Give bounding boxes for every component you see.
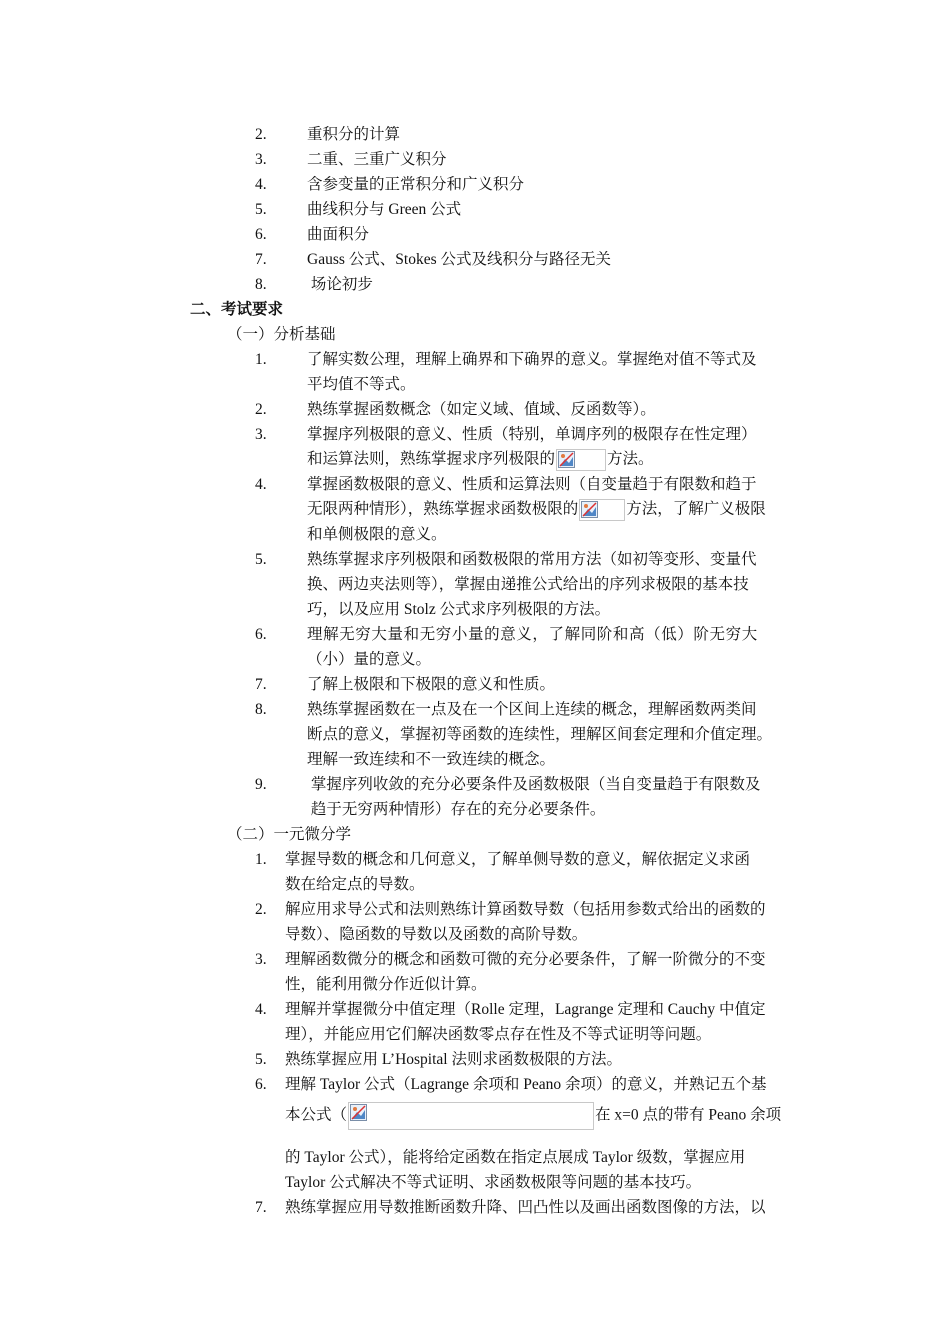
list-item-number: 2. [255,401,267,418]
list-item-text: 掌握序列极限的意义、性质（特别，单调序列的极限存在性定理） [307,426,757,443]
list-item-number: 5. [255,551,267,568]
toc-item-text: 曲线积分与 Green 公式 [307,201,462,218]
list-item-text-with-image [307,499,766,521]
list-item-number: 4. [255,476,267,493]
subsection-title: （一）分析基础 [227,326,336,343]
list-item-text: 理解函数微分的概念和函数可微的充分必要条件，了解一阶微分的不变 [285,951,766,968]
list-item-number: 9. [255,776,267,793]
list-item-text: 理解 Taylor 公式（Lagrange 余项和 Peano 余项）的意义，并熟记五个基 [285,1076,767,1093]
text-segment: 无限两种情形），熟练掌握求函数极限的 [307,500,579,518]
list-item-text: 巧，以及应用 Stolz 公式求序列极限的方法。 [307,601,611,618]
list-item-number: 3. [255,951,267,968]
toc-item-number: 8. [255,276,267,293]
list-item-text: 理解无穷大量和无穷小量的意义，了解同阶和高（低）阶无穷大 [307,626,758,643]
toc-item-number: 7. [255,251,267,268]
toc-item-text: 含参变量的正常积分和广义积分 [307,176,525,193]
text-segment: 本公式（ [285,1106,348,1124]
list-item-number: 8. [255,701,267,718]
toc-item-number: 5. [255,201,267,218]
toc-item-text: 场论初步 [307,276,373,293]
list-item-text: 掌握导数的概念和几何意义，了解单侧导数的意义，解依据定义求函 [285,851,751,868]
list-item-text: 熟练掌握应用导数推断函数升降、凹凸性以及画出函数图像的方法，以 [285,1199,766,1216]
text-segment: 方法。 [607,450,654,468]
list-item-text: 理），并能应用它们解决函数零点存在性及不等式证明等问题。 [285,1026,712,1043]
toc-item-number: 6. [255,226,267,243]
list-item-text: 性，能利用微分作近似计算。 [285,976,487,993]
list-item-text: 熟练掌握函数在一点及在一个区间上连续的概念，理解函数两类间 [307,701,757,718]
list-item-text: 熟练掌握求序列极限和函数极限的常用方法（如初等变形、变量代 [307,551,757,568]
list-item-text: 趋于无穷两种情形）存在的充分必要条件。 [307,801,606,818]
list-item-text: 数在给定点的导数。 [285,876,425,893]
list-item-number: 7. [255,676,267,693]
subsection-title: （二）一元微分学 [227,826,352,843]
list-item-text: 了解上极限和下极限的意义和性质。 [307,676,556,693]
list-item-number: 4. [255,1001,267,1018]
toc-item-text: Gauss 公式、Stokes 公式及线积分与路径无关 [307,251,611,268]
list-item-text: 熟练掌握应用 L’Hospital 法则求函数极限的方法。 [285,1051,622,1068]
list-item-number: 5. [255,1051,267,1068]
list-item-text: 和单侧极限的意义。 [307,526,447,543]
toc-item-number: 4. [255,176,267,193]
broken-image-icon [581,501,598,518]
list-item-number: 7. [255,1199,267,1216]
list-item-text: 熟练掌握函数概念（如定义域、值域、反函数等）。 [307,401,656,418]
list-item-number: 3. [255,426,267,443]
toc-item-number: 2. [255,126,267,143]
broken-image-icon [350,1104,367,1121]
broken-image-placeholder [348,1102,594,1130]
text-segment: 在 x=0 点的带有 Peano 余项 [595,1106,782,1124]
list-item-text: 换、两边夹法则等），掌握由递推公式给出的序列求极限的基本技 [307,576,749,593]
broken-image-icon [558,451,575,468]
toc-item-text: 曲面积分 [307,226,370,243]
list-item-text: 导数）、隐函数的导数以及函数的高阶导数。 [285,926,588,943]
text-segment: 方法，了解广义极限 [626,500,766,518]
list-item-text: 断点的意义，掌握初等函数的连续性，理解区间套定理和介值定理。 [307,726,773,743]
list-item-text: 理解并掌握微分中值定理（Rolle 定理，Lagrange 定理和 Cauchy 中值定 [285,1001,766,1018]
list-item-text: 掌握序列收敛的充分必要条件及函数极限（当自变量趋于有限数及 [307,776,761,793]
toc-item-number: 3. [255,151,267,168]
list-item-number: 1. [255,351,267,368]
list-item-text: 的 Taylor 公式），能将给定函数在指定点展成 Taylor 级数，掌握应用 [285,1149,746,1166]
text-segment: 和运算法则，熟练掌握求序列极限的 [307,450,556,468]
list-item-text: Taylor 公式解决不等式证明、求函数极限等问题的基本技巧。 [285,1174,702,1191]
list-item-text-with-image [307,449,654,471]
section-heading: 二、考试要求 [190,301,284,318]
toc-item-text: 重积分的计算 [307,126,401,143]
list-item-text: （小）量的意义。 [307,651,432,668]
toc-item-text: 二重、三重广义积分 [307,151,447,168]
list-item-number: 2. [255,901,267,918]
list-item-number: 1. [255,851,267,868]
list-item-text: 掌握函数极限的意义、性质和运算法则（自变量趋于有限数和趋于 [307,476,757,493]
list-item-number: 6. [255,626,267,643]
broken-image-placeholder [556,449,606,471]
list-item-text: 理解一致连续和不一致连续的概念。 [307,751,556,768]
list-item-number: 6. [255,1076,267,1093]
broken-image-placeholder [579,499,625,521]
list-item-text: 了解实数公理，理解上确界和下确界的意义。掌握绝对值不等式及 [307,351,757,368]
list-item-text: 解应用求导公式和法则熟练计算函数导数（包括用参数式给出的函数的 [285,901,766,918]
list-item-text-with-image [285,1102,781,1130]
list-item-text: 平均值不等式。 [307,376,416,393]
